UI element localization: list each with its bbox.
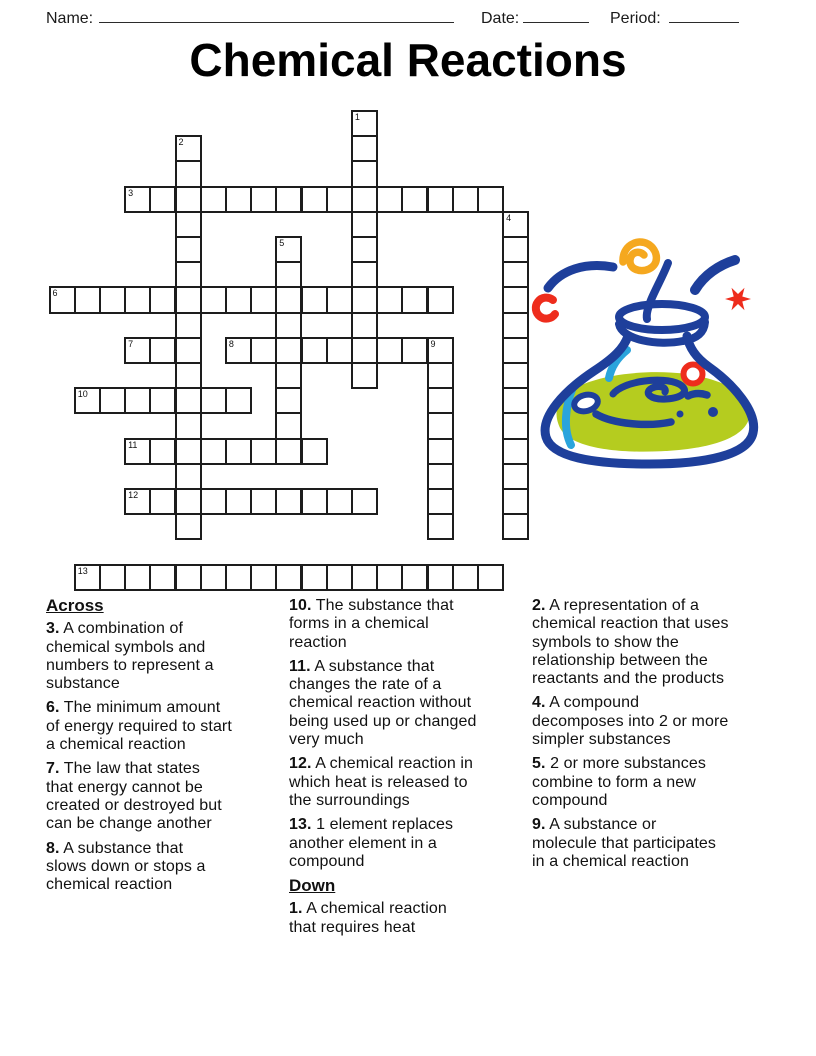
bubble-red-ring — [684, 365, 703, 384]
clue-number: 9. — [532, 816, 546, 834]
orange-spiral-icon — [623, 242, 656, 271]
clue-number: 12. — [289, 755, 312, 773]
clue-line: created or destroyed but — [46, 796, 222, 814]
grid-cell — [49, 286, 76, 313]
grid-cell — [427, 564, 454, 591]
clue-line: which heat is released to — [289, 773, 468, 791]
clue-line: molecule that participates — [532, 834, 717, 852]
grid-cell — [452, 564, 479, 591]
clue-line: slows down or stops a — [46, 857, 206, 875]
clue-6 — [46, 699, 288, 754]
clue-line: 6. The minimum amount — [46, 699, 221, 717]
clue-number: 3. — [46, 620, 60, 638]
clue-line: decomposes into 2 or more — [532, 712, 729, 730]
grid-cell — [200, 564, 227, 591]
clue-number: 2. — [532, 597, 546, 614]
grid-cell-number: 4 — [506, 212, 512, 223]
clue-column-right — [532, 597, 774, 877]
grid-cell — [351, 211, 378, 238]
grid-cell-number: 7 — [128, 338, 134, 349]
grid-cell — [351, 362, 378, 389]
clue-line: 2. A representation of a — [532, 597, 699, 614]
grid-cell — [149, 286, 176, 313]
clue-line: changes the rate of a — [289, 676, 442, 694]
clue-number: 8. — [46, 839, 60, 857]
grid-cell — [326, 337, 353, 364]
clue-line: 13. 1 element replaces — [289, 816, 454, 834]
clue-number: 4. — [532, 694, 546, 712]
clue-number: 10. — [289, 597, 312, 614]
grid-cell — [427, 337, 454, 364]
grid-cell — [275, 488, 302, 515]
clue-11 — [289, 658, 531, 749]
grid-cell — [200, 488, 227, 515]
name-field — [46, 7, 454, 28]
grid-cell-number: 10 — [77, 389, 88, 400]
clue-2 — [532, 597, 774, 688]
grid-cell-number: 1 — [354, 112, 360, 122]
grid-cell — [502, 513, 529, 540]
clue-number: 6. — [46, 699, 60, 717]
clue-line: being used up or changed — [289, 712, 477, 730]
grid-cell — [427, 362, 454, 389]
grid-cell — [275, 312, 302, 339]
grid-cell — [427, 286, 454, 313]
grid-cell — [175, 438, 202, 465]
grid-cell — [275, 412, 302, 439]
grid-cell — [376, 564, 403, 591]
grid-cell — [225, 337, 252, 364]
grid-cell — [200, 286, 227, 313]
grid-cell — [99, 286, 126, 313]
clue-column-middle — [289, 597, 531, 943]
clue-line: 5. 2 or more substances — [532, 755, 706, 773]
grid-cell — [301, 564, 328, 591]
clue-line: symbols to show the — [532, 633, 679, 651]
clue-line: relationship between the — [532, 651, 708, 669]
grid-cell — [376, 337, 403, 364]
clue-10 — [289, 597, 531, 652]
grid-cell — [301, 286, 328, 313]
liquid-dash-right — [688, 394, 707, 396]
grid-cell — [351, 286, 378, 313]
clue-line: forms in a chemical — [289, 615, 429, 633]
clue-line: chemical reaction that uses — [532, 615, 729, 633]
grid-cell — [427, 513, 454, 540]
grid-cell — [175, 186, 202, 213]
clue-line: 3. A combination of — [46, 620, 184, 638]
grid-cell — [200, 387, 227, 414]
clue-line: chemical reaction without — [289, 694, 472, 712]
clue-7 — [46, 760, 288, 833]
grid-cell — [124, 488, 151, 515]
grid-cell — [427, 463, 454, 490]
grid-cell — [175, 337, 202, 364]
grid-cell — [225, 564, 252, 591]
clue-line: 7. The law that states — [46, 760, 200, 778]
grid-cell — [427, 387, 454, 414]
clues-down-heading: Down — [289, 876, 336, 896]
grid-cell — [175, 564, 202, 591]
grid-cell — [124, 387, 151, 414]
grid-cell — [427, 412, 454, 439]
grid-cell — [351, 488, 378, 515]
grid-cell — [502, 488, 529, 515]
grid-cell-number: 9 — [430, 338, 436, 349]
grid-cell — [175, 211, 202, 238]
grid-cell — [225, 438, 252, 465]
grid-cell — [250, 438, 277, 465]
grid-cell — [250, 186, 277, 213]
grid-cell — [225, 286, 252, 313]
grid-cell — [175, 135, 202, 162]
grid-cell — [301, 488, 328, 515]
grid-cell — [351, 135, 378, 162]
grid-cell — [275, 337, 302, 364]
clue-line: compound — [289, 852, 365, 870]
grid-cell — [326, 488, 353, 515]
grid-cell — [99, 387, 126, 414]
flask-mouth — [619, 304, 705, 330]
clue-line: 4. A compound — [532, 694, 640, 712]
grid-cell-number: 12 — [128, 490, 139, 500]
grid-cell — [275, 261, 302, 288]
period-field-label: Period: — [610, 10, 661, 27]
grid-cell-number: 2 — [178, 137, 184, 148]
grid-cell — [149, 488, 176, 515]
grid-cell — [275, 362, 302, 389]
grid-cell — [326, 186, 353, 213]
grid-cell-number: 3 — [128, 187, 134, 198]
grid-cell — [175, 286, 202, 313]
grid-cell — [149, 387, 176, 414]
grid-cell — [149, 438, 176, 465]
grid-cell — [99, 564, 126, 591]
grid-cell — [124, 564, 151, 591]
clue-13 — [289, 816, 531, 871]
grid-cell — [225, 186, 252, 213]
clue-3 — [46, 620, 288, 693]
grid-cell — [74, 387, 101, 414]
clue-line: combine to form a new — [532, 773, 696, 791]
clue-1 — [289, 900, 531, 937]
grid-cell — [175, 463, 202, 490]
grid-cell — [452, 186, 479, 213]
grid-cell-number: 5 — [279, 238, 285, 248]
grid-cell — [175, 160, 202, 187]
grid-cell — [175, 488, 202, 515]
grid-cell-number: 11 — [128, 439, 138, 450]
grid-cell — [175, 236, 202, 263]
clue-number: 7. — [46, 760, 60, 778]
grid-cell — [149, 186, 176, 213]
red-comma-icon — [536, 298, 555, 319]
date-field-label: Date: — [481, 10, 520, 27]
clue-8 — [46, 840, 288, 895]
clue-number: 5. — [532, 755, 546, 773]
grid-cell — [225, 387, 252, 414]
grid-cell — [175, 312, 202, 339]
grid-cell — [376, 186, 403, 213]
name-blank-line — [99, 7, 454, 23]
grid-cell — [351, 337, 378, 364]
grid-cell — [175, 387, 202, 414]
grid-cell — [149, 564, 176, 591]
grid-cell — [175, 412, 202, 439]
grid-cell — [275, 564, 302, 591]
grid-cell-number: 6 — [52, 288, 58, 299]
clue-line: substance — [46, 675, 120, 693]
period-field — [610, 7, 739, 28]
clue-line: another element in a — [289, 834, 437, 852]
clue-line: that energy cannot be — [46, 778, 203, 796]
clue-line: can be change another — [46, 815, 212, 833]
clue-line: compound — [532, 791, 608, 809]
grid-cell — [351, 160, 378, 187]
clue-number: 13. — [289, 816, 312, 834]
grid-cell — [175, 362, 202, 389]
date-field — [481, 7, 589, 28]
grid-cell — [401, 186, 428, 213]
clue-line: the surroundings — [289, 791, 410, 809]
clue-line: of energy required to start — [46, 717, 232, 735]
grid-cell — [74, 286, 101, 313]
grid-cell — [326, 286, 353, 313]
clue-line: that requires heat — [289, 918, 416, 936]
grid-cell — [275, 438, 302, 465]
clue-line: 9. A substance or — [532, 816, 657, 834]
clues-across-heading: Across — [46, 596, 104, 615]
grid-cell — [427, 186, 454, 213]
grid-cell — [200, 438, 227, 465]
clue-column-left — [46, 597, 288, 900]
clue-number: 11. — [289, 657, 311, 675]
grid-cell — [124, 286, 151, 313]
grid-cell-number: 8 — [228, 338, 234, 349]
clue-line: reaction — [289, 633, 347, 651]
grid-cell — [351, 110, 378, 137]
grid-cell — [275, 286, 302, 313]
splash-left-icon — [548, 266, 613, 288]
grid-cell — [351, 312, 378, 339]
liquid-dot — [708, 407, 718, 417]
clue-line: chemical reaction — [46, 876, 173, 894]
grid-cell — [175, 513, 202, 540]
grid-cell — [200, 186, 227, 213]
grid-cell — [351, 261, 378, 288]
grid-cell — [74, 564, 101, 591]
clue-line: numbers to represent a — [46, 656, 214, 674]
splash-right-icon — [695, 260, 735, 290]
clue-line: 10. The substance that — [289, 597, 454, 614]
clue-5 — [532, 755, 774, 810]
grid-cell — [124, 337, 151, 364]
grid-cell — [401, 564, 428, 591]
date-blank-line — [523, 7, 589, 23]
grid-cell — [250, 488, 277, 515]
clue-line: a chemical reaction — [46, 736, 186, 754]
clue-9 — [532, 816, 774, 871]
grid-cell — [427, 488, 454, 515]
grid-cell — [401, 286, 428, 313]
grid-cell — [351, 186, 378, 213]
flask-illustration — [523, 224, 773, 474]
grid-cell — [124, 438, 151, 465]
page-title: Chemical Reactions — [189, 34, 627, 86]
name-field-label: Name: — [46, 10, 94, 27]
grid-cell — [376, 286, 403, 313]
clue-line: 1. A chemical reaction — [289, 900, 447, 918]
grid-cell — [401, 337, 428, 364]
clue-line: reactants and the products — [532, 670, 725, 688]
clue-line: very much — [289, 731, 364, 749]
grid-cell — [351, 236, 378, 263]
clue-line: simpler substances — [532, 731, 671, 749]
clue-line: in a chemical reaction — [532, 852, 689, 870]
clue-number: 1. — [289, 900, 303, 918]
grid-cell — [275, 236, 302, 263]
grid-cell — [275, 387, 302, 414]
grid-cell — [250, 286, 277, 313]
grid-cell — [301, 438, 328, 465]
liquid-dot-small — [677, 411, 684, 418]
grid-cell — [427, 438, 454, 465]
grid-cell-number: 13 — [77, 565, 88, 576]
grid-cell — [301, 337, 328, 364]
clue-line: 8. A substance that — [46, 839, 184, 857]
grid-cell — [351, 564, 378, 591]
period-blank-line — [669, 7, 739, 23]
grid-cell — [250, 337, 277, 364]
grid-cell — [149, 337, 176, 364]
clue-4 — [532, 694, 774, 749]
grid-cell — [225, 488, 252, 515]
grid-cell — [477, 186, 504, 213]
grid-cell — [326, 564, 353, 591]
clue-line: 11. A substance that — [289, 657, 435, 675]
grid-cell — [175, 261, 202, 288]
clue-line: 12. A chemical reaction in — [289, 755, 474, 773]
grid-cell — [250, 564, 277, 591]
clue-line: chemical symbols and — [46, 638, 206, 656]
grid-cell — [124, 186, 151, 213]
grid-cell — [275, 186, 302, 213]
red-star-icon — [725, 288, 751, 311]
grid-cell — [301, 186, 328, 213]
clue-12 — [289, 755, 531, 810]
grid-cell — [477, 564, 504, 591]
